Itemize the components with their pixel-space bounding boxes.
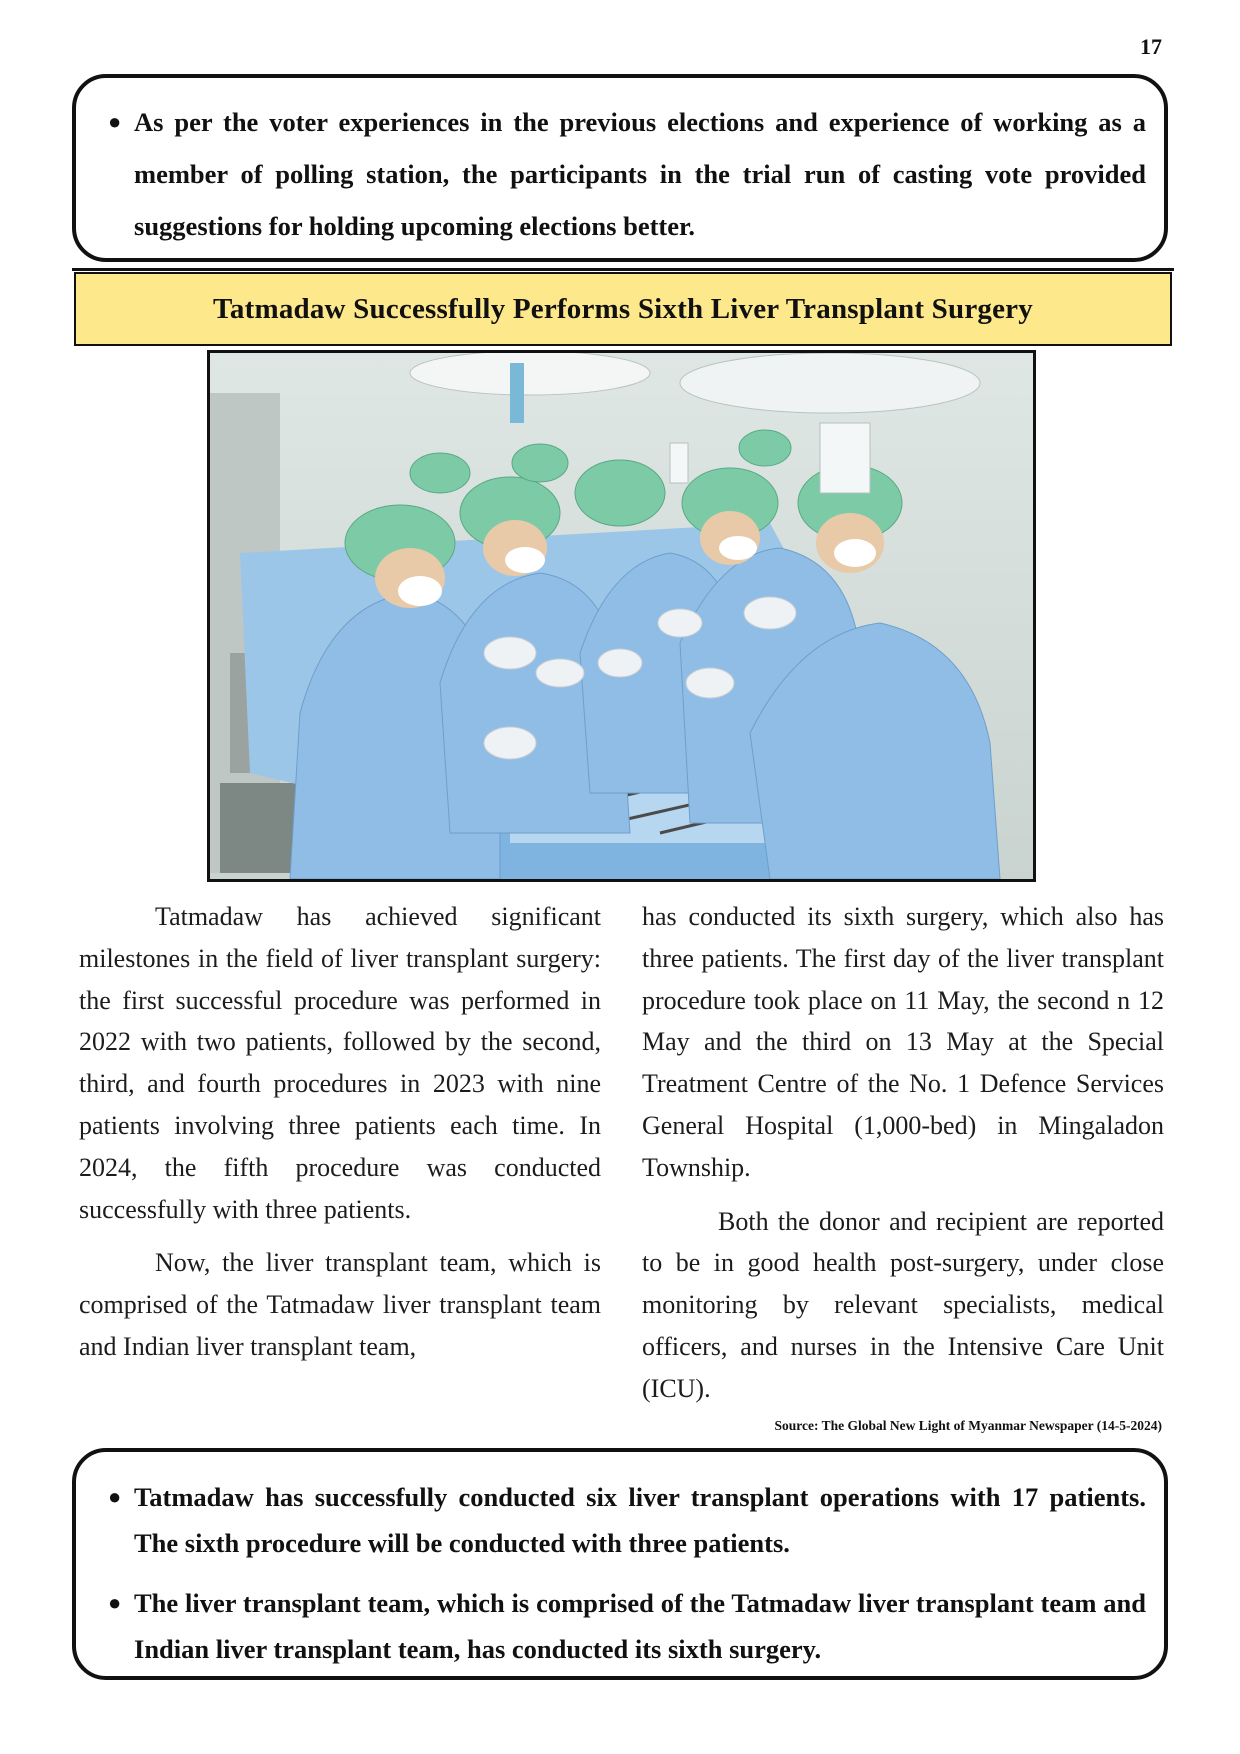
article-column-left bbox=[79, 896, 601, 1368]
bullet-icon: ● bbox=[108, 1590, 122, 1615]
bullet-icon: ● bbox=[108, 1484, 122, 1509]
surgery-photo bbox=[207, 350, 1036, 882]
article-paragraph: Now, the liver transplant team, which is comprised of the Tatmadaw liver transplant team and Indian liver transplant team, bbox=[79, 1248, 601, 1361]
summary-box-top bbox=[72, 74, 1168, 262]
article-title: Tatmadaw Successfully Performs Sixth Liver Transplant Surgery bbox=[74, 272, 1172, 346]
bullet-text: Tatmadaw has successfully conducted six liver transplant operations with 17 patients. The sixth procedure will be conducted with three patients. bbox=[134, 1482, 1146, 1558]
article-paragraph: has conducted its sixth surgery, which also has three patients. The first day of the liver transplant procedure took place on 11 May, the second n 12 May and the third on 13 May at the Special Treatment Centre of the No. 1 Defence Services General Hospital (1,000-bed) in Mingaladon Township. bbox=[642, 902, 1164, 1182]
bullet-text: The liver transplant team, which is comprised of the Tatmadaw liver transplant team and Indian liver transplant team, has conducted its sixth surgery. bbox=[134, 1588, 1146, 1664]
source-citation: Source: The Global New Light of Myanmar Newspaper (14-5-2024) bbox=[774, 1418, 1162, 1433]
bullet-item bbox=[94, 96, 1146, 252]
summary-box-bottom bbox=[72, 1448, 1168, 1680]
surgery-photo-illustration bbox=[210, 353, 1033, 879]
bullet-item bbox=[94, 1580, 1146, 1672]
article-column-right bbox=[642, 896, 1164, 1410]
page-number: 17 bbox=[1140, 34, 1162, 59]
bullet-item bbox=[94, 1474, 1146, 1566]
bullet-list bbox=[94, 96, 1146, 252]
bullet-list bbox=[94, 1474, 1146, 1672]
title-divider bbox=[72, 268, 1174, 271]
article-paragraph: Both the donor and recipient are reported to be in good health post-surgery, under close monitoring by relevant specialists, medical officers, and nurses in the Intensive Care Unit (ICU). bbox=[642, 1206, 1164, 1403]
bullet-text: As per the voter experiences in the previous elections and experience of working as a member of polling station, the participants in the trial run of casting vote provided suggestions for holding upcoming elections better. bbox=[134, 107, 1146, 241]
bullet-icon: ● bbox=[108, 109, 122, 134]
article-paragraph: Tatmadaw has achieved significant milestones in the field of liver transplant surgery: the first successful procedure was performed in 2022 with two patients, followed by the second, third, and fourth procedures in 2023 with nine patients involving three patients each time. In 2024, the fifth procedure was conducted successfully with three patients. bbox=[79, 902, 601, 1224]
